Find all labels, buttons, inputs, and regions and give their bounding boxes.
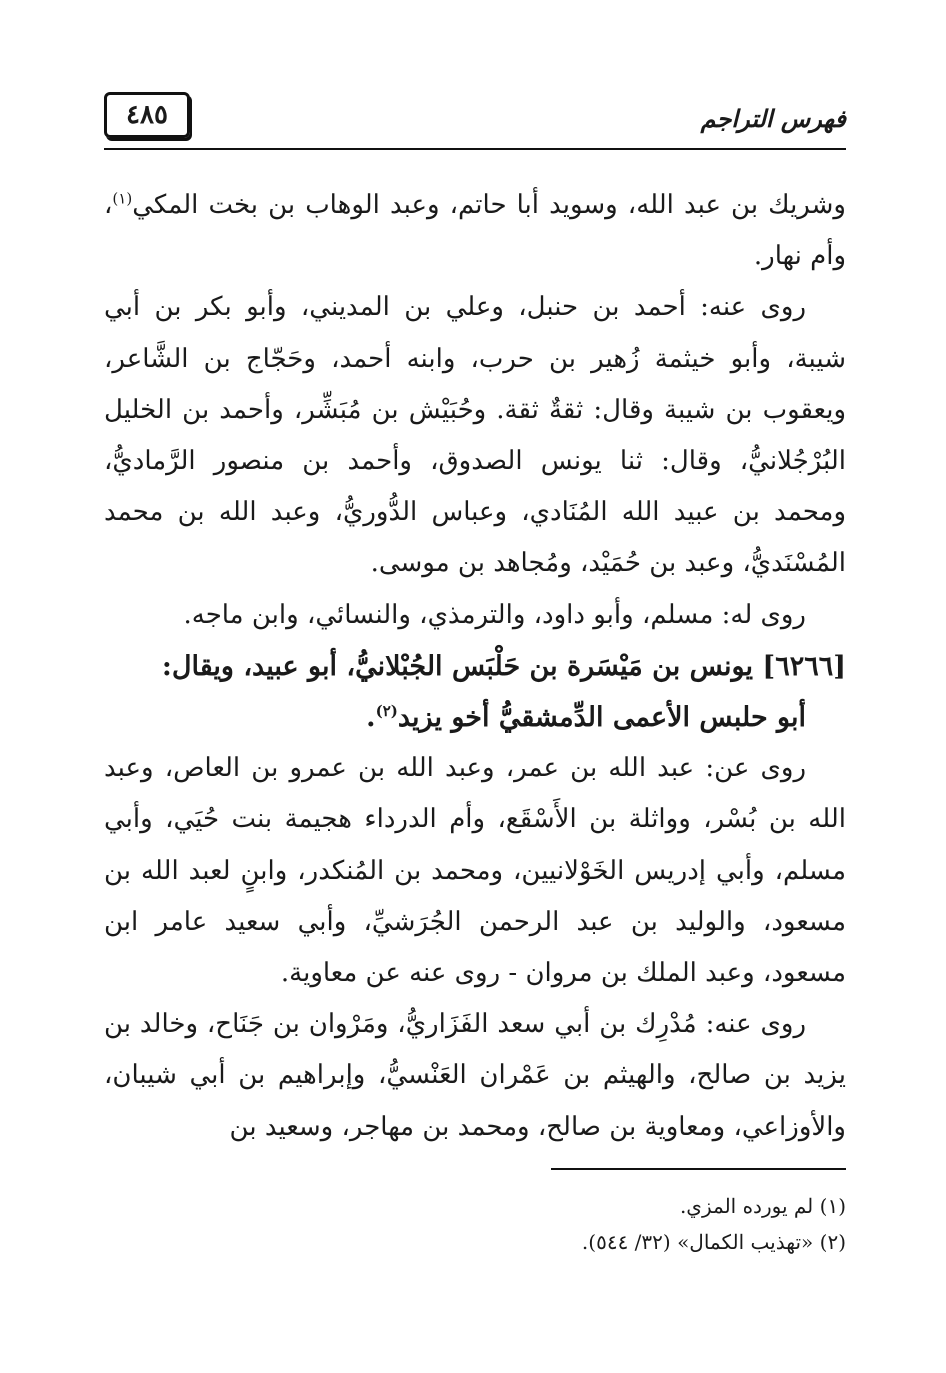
entry-heading-line-1: [٦٢٦٦] يونس بن مَيْسَرة بن حَلْبَس الجُبْلانيُّ، أبو عبيد، ويقال: <box>161 650 846 682</box>
footnote-ref-1[interactable]: (١) <box>112 189 133 208</box>
entry-heading-line-2: أبو حلبس الأعمى الدِّمشقيُّ أخو يزيد <box>397 702 806 734</box>
paragraph-1-text: وشريك بن عبد الله، وسويد أبا حاتم، وعبد الوهاب بن بخت المكي <box>132 190 846 220</box>
paragraph-5: روى عنه: مُدْرِك بن أبي سعد الفَزَاريُّ، ومَرْوان بن جَنَاح، وخالد بن يزيد بن صالح، والهيثم بن عَمْران العَنْسيُّ، وإبراهيم بن أبي شيبان، والأوزاعي، ومعاوية بن صالح، ومحمد بن مهاجر، وسعيد بن <box>104 1009 846 1142</box>
footnote-2: (٢) «تهذيب الكمال» (٣٢/ ٥٤٤). <box>581 1230 846 1254</box>
footnote-ref-2[interactable]: (٢) <box>375 702 398 721</box>
page-header <box>104 92 846 152</box>
footnotes <box>104 1188 846 1260</box>
paragraph-3: روى له: مسلم، وأبو داود، والترمذي، والنسائي، وابن ماجه. <box>183 599 806 630</box>
entry-heading <box>104 641 846 743</box>
paragraph-1-end: ، وأم نهار. <box>104 190 846 272</box>
footnote-1: (١) لم يورده المزي. <box>679 1194 846 1218</box>
paragraph-2: روى عنه: أحمد بن حنبل، وعلي بن المديني، وأبو بكر بن أبي شيبة، وأبو خيثمة زُهير بن حرب، وابنه أحمد، وحَجّاج بن الشَّاعر، ويعقوب بن شيبة وقال: ثقةٌ ثقة. وحُبَيْش بن مُبَشِّر، وأحمد بن الخليل البُرْجُلانيُّ، وقال: ثنا يونس الصدوق، وأحمد بن منصور الرَّماديُّ، ومحمد بن عبيد الله المُنَادي، وعباس الدُّوريُّ، وعبد الله بن محمد المُسْنَديُّ، وعبد بن حُمَيْد، ومُجاهد بن موسى. <box>104 292 846 579</box>
paragraph-1 <box>104 180 846 282</box>
entry-heading-end: . <box>366 702 376 734</box>
paragraph-4: روى عن: عبد الله بن عمر، وعبد الله بن عمرو بن العاص، وعبد الله بن بُسْر، وواثلة بن الأَسْقَع، وأم الدرداء هجيمة بنت حُيَي، وأبي مسلم، وأبي إدريس الخَوْلانيين، ومحمد بن المُنكدر، وابنٍ لعبد الله بن مسعود، والوليد بن عبد الرحمن الجُرَشيِّ، وأبي سعيد عامر ابن مسعود، وعبد الملك بن مروان - روى عنه عن معاوية. <box>104 753 846 989</box>
header-rule <box>104 148 846 150</box>
entry-heading-line-2-wrap <box>104 692 846 743</box>
running-title: فهرس التراجم <box>700 104 846 133</box>
footnote-rule <box>551 1168 846 1170</box>
page-number: ٤٨٥ <box>104 92 190 138</box>
body-text <box>104 180 846 1153</box>
